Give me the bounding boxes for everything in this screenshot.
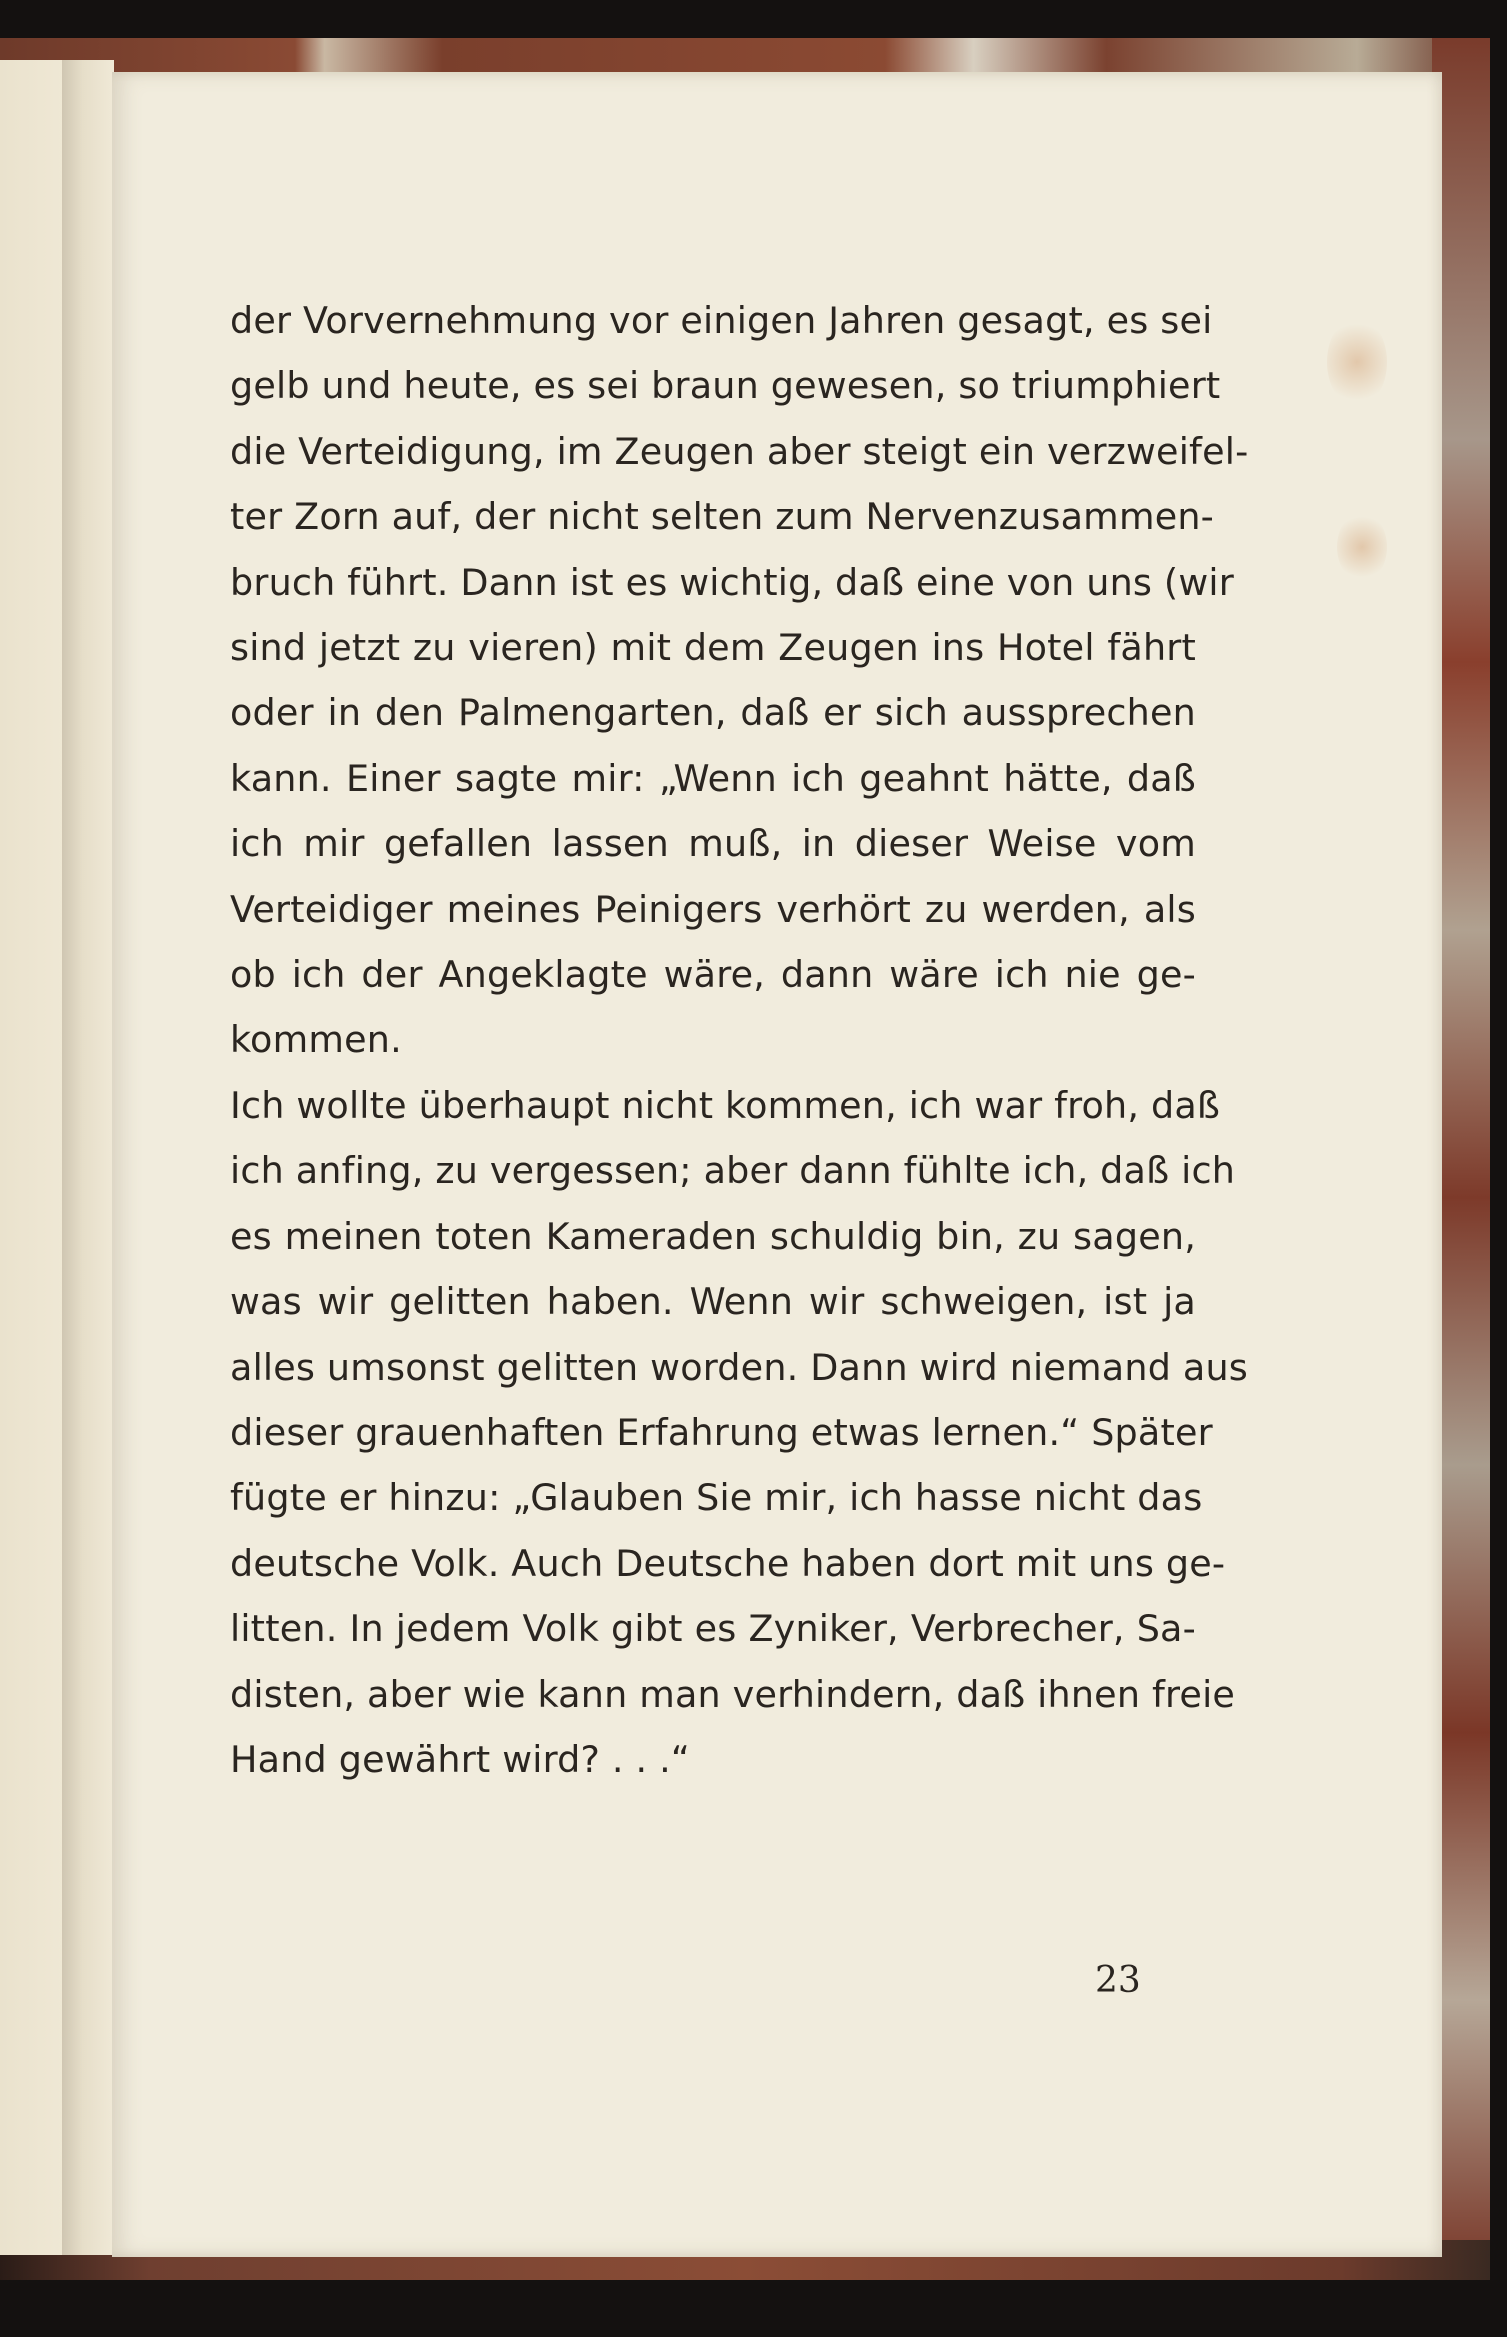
text-line: die Verteidigung, im Zeugen aber steigt ein verzweifel-	[230, 429, 1249, 473]
text-line: kann. Einer sagte mir: „Wenn ich geahnt hätte, daß	[230, 756, 1196, 800]
text-line: Ich wollte überhaupt nicht kommen, ich war froh, daß	[230, 1083, 1221, 1127]
text-line: es meinen toten Kameraden schuldig bin, zu sagen,	[230, 1214, 1196, 1258]
page-stain	[1337, 512, 1387, 582]
body-text	[230, 288, 1249, 1792]
text-line: gelb und heute, es sei braun gewesen, so triumphiert	[230, 364, 1221, 408]
text-line: litten. In jedem Volk gibt es Zyniker, Verbrecher, Sa-	[230, 1607, 1196, 1651]
text-line: bruch führt. Dann ist es wichtig, daß eine von uns (wir	[230, 560, 1234, 604]
text-line: was wir gelitten haben. Wenn wir schweigen, ist ja	[230, 1280, 1196, 1324]
text-line: Verteidiger meines Peinigers verhört zu werden, als	[230, 887, 1196, 931]
text-line: oder in den Palmengarten, daß er sich aussprechen	[230, 691, 1196, 735]
text-line: ter Zorn auf, der nicht selten zum Nervenzusammen-	[230, 495, 1215, 539]
text-line: fügte er hinzu: „Glauben Sie mir, ich hasse nicht das	[230, 1476, 1203, 1520]
book-gutter	[62, 60, 114, 2255]
text-line: Hand gewährt wird? . . .“	[230, 1737, 691, 1781]
page-number: 23	[1095, 1960, 1141, 2001]
text-line: alles umsonst gelitten worden. Dann wird niemand aus	[230, 1345, 1248, 1389]
text-line: sind jetzt zu vieren) mit dem Zeugen ins Hotel fährt	[230, 626, 1196, 670]
text-line: dieser grauenhaften Erfahrung etwas lernen.“ Später	[230, 1410, 1213, 1454]
text-line: deutsche Volk. Auch Deutsche haben dort mit uns ge-	[230, 1541, 1226, 1585]
text-line: ob ich der Angeklagte wäre, dann wäre ich nie ge-	[230, 953, 1196, 997]
text-line: disten, aber wie kann man verhindern, daß ihnen freie	[230, 1672, 1236, 1716]
text-line: kommen.	[230, 1018, 402, 1062]
text-line: ich anfing, zu vergessen; aber dann fühlte ich, daß ich	[230, 1149, 1236, 1193]
text-line: ich mir gefallen lassen muß, in dieser Weise vom	[230, 822, 1196, 866]
page-stain	[1327, 317, 1387, 407]
text-line: der Vorvernehmung vor einigen Jahren gesagt, es sei	[230, 299, 1213, 342]
